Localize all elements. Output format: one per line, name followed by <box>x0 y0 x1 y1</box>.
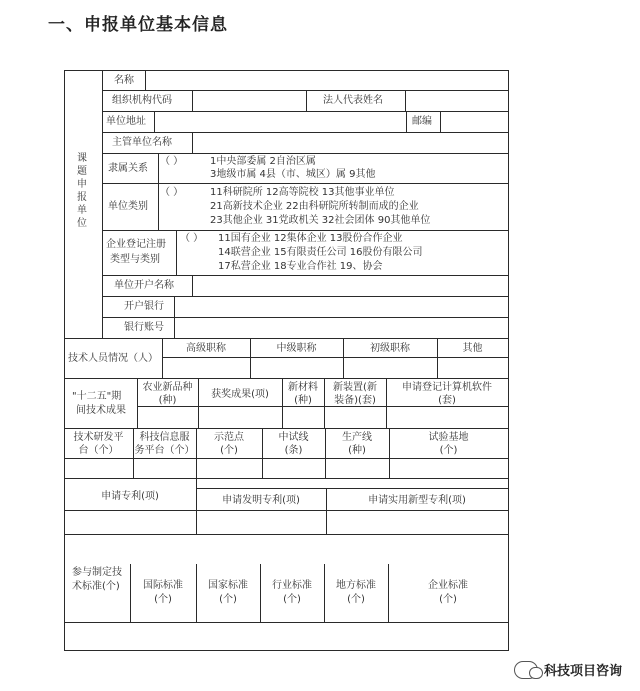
col-info-platform-unit: 务平台（个） <box>134 445 195 456</box>
col-rd-platform: 技术研发平 <box>73 432 124 443</box>
row-line <box>64 338 509 339</box>
col-senior: 高级职称 <box>186 343 226 354</box>
col-international-std-unit: (个) <box>154 594 172 605</box>
col-national-std-unit: (个) <box>219 594 237 605</box>
table-border-left <box>64 70 65 650</box>
cell-divider <box>176 230 177 275</box>
row-line <box>102 275 508 276</box>
col-local-std: 地方标准 <box>336 580 376 591</box>
label-achievements-2: 间技术成果 <box>76 405 126 416</box>
section-title: 一、申报单位基本信息 <box>48 15 228 35</box>
col-national-std: 国家标准 <box>208 580 248 591</box>
cell-divider <box>440 111 441 132</box>
row-line <box>64 534 509 535</box>
label-reg-type-2: 类型与类别 <box>110 254 160 265</box>
reg-type-options-3: 17私营企业 18专业合作社 19、协会 <box>218 261 383 272</box>
col-other: 其他 <box>462 343 483 354</box>
cell-divider <box>174 317 175 338</box>
col-new-variety-unit: (种) <box>158 395 177 406</box>
cell-divider <box>406 111 407 132</box>
row-line <box>102 296 508 297</box>
cell-divider <box>405 90 406 111</box>
row-line <box>64 458 509 459</box>
col-new-variety: 农业新品种 <box>142 382 193 393</box>
label-name: 名称 <box>114 75 134 86</box>
col-rd-platform-unit: 台（个） <box>78 445 119 456</box>
label-account-name: 单位开户名称 <box>114 280 174 291</box>
reg-type-options-2: 14联营企业 15有限责任公司 16股份有限公司 <box>218 247 423 258</box>
col-demo-site: 示范点 <box>214 432 244 443</box>
col-enterprise-std: 企业标准 <box>428 580 468 591</box>
reg-type-choice: （ ） <box>180 233 204 244</box>
unit-type-options-2: 21高新技术企业 22由科研院所转制而成的企业 <box>210 201 419 212</box>
row-line <box>162 357 508 358</box>
label-legal-rep: 法人代表姓名 <box>323 95 383 106</box>
col-invention-patent: 申请发明专利(项) <box>222 495 300 506</box>
col-software: 申请登记计算机软件 <box>402 382 492 393</box>
label-standards-2: 术标准(个) <box>72 581 120 592</box>
row-line <box>64 478 509 479</box>
label-affiliation: 隶属关系 <box>108 163 148 174</box>
cell-divider <box>174 296 175 317</box>
label-unit-type: 单位类别 <box>108 201 148 212</box>
col-test-base-unit: (个) <box>439 445 458 456</box>
col-junior: 初级职称 <box>370 343 410 354</box>
col-pilot-line-unit: (条) <box>284 445 303 456</box>
col-production-line: 生产线 <box>342 432 372 443</box>
row-line <box>102 317 508 318</box>
chat-bubble-icon <box>514 661 538 679</box>
watermark <box>514 660 622 679</box>
row-line <box>64 378 509 379</box>
col-new-device-unit: 装备)(套) <box>334 395 376 406</box>
cell-divider <box>198 378 199 428</box>
row-line <box>102 132 508 133</box>
unit-type-choice: （ ） <box>160 187 184 198</box>
row-line <box>196 488 508 489</box>
cell-divider <box>192 275 193 296</box>
col-international-std: 国际标准 <box>143 580 183 591</box>
label-patents: 申请专利(项) <box>101 491 159 502</box>
unit-type-options-1: 11科研院所 12高等院校 13其他事业单位 <box>210 187 395 198</box>
col-info-platform: 科技信息服 <box>139 432 190 443</box>
table-border-bottom <box>64 650 509 651</box>
col-new-material: 新材料 <box>288 382 318 393</box>
table-border-top <box>64 70 509 71</box>
cell-divider <box>145 70 146 90</box>
side-label: 课 题 申 报 单 位 <box>77 153 87 229</box>
cell-divider <box>306 90 307 111</box>
col-software-unit: (套) <box>438 395 456 406</box>
row-line <box>102 153 508 154</box>
row-line <box>102 183 508 184</box>
col-industry-std-unit: (个) <box>283 594 301 605</box>
label-bank: 开户银行 <box>124 301 164 312</box>
col-new-device: 新装置(新 <box>333 382 377 393</box>
row-line <box>64 510 509 511</box>
cell-divider <box>158 153 159 183</box>
affiliation-options-1: 1中央部委属 2自治区属 <box>210 156 316 167</box>
label-bank-account: 银行账号 <box>124 322 164 333</box>
affiliation-options-2: 3地级市属 4县（市、城区）属 9其他 <box>210 169 376 180</box>
label-reg-type-1: 企业登记注册 <box>106 239 166 250</box>
label-tech-staff: 技术人员情况（人） <box>68 353 158 364</box>
col-awards: 获奖成果(项) <box>211 389 269 400</box>
row-line <box>64 622 509 623</box>
unit-type-options-3: 23其他企业 31党政机关 32社会团体 90其他单位 <box>210 215 431 226</box>
col-intermediate: 中级职称 <box>276 343 317 354</box>
table-border-right <box>508 70 509 650</box>
col-pilot-line: 中试线 <box>278 432 309 443</box>
reg-type-options-1: 11国有企业 12集体企业 13股份合作企业 <box>218 233 403 244</box>
label-achievements-1: "十二五"期 <box>72 391 122 402</box>
col-industry-std: 行业标准 <box>272 580 312 591</box>
affiliation-choice: （ ） <box>160 156 184 167</box>
col-new-material-unit: (种) <box>294 395 312 406</box>
cell-divider <box>158 183 159 230</box>
label-postcode: 邮编 <box>412 116 432 127</box>
cell-divider <box>154 111 155 132</box>
label-supervisor: 主管单位名称 <box>112 137 172 148</box>
cell-divider <box>192 132 193 153</box>
col-test-base: 试验基地 <box>428 432 469 443</box>
label-address: 单位地址 <box>106 116 146 127</box>
col-demo-site-unit: (个) <box>220 445 238 456</box>
row-line <box>102 90 508 91</box>
cell-divider <box>192 90 193 111</box>
col-production-line-unit: (种) <box>348 445 366 456</box>
col-local-std-unit: (个) <box>347 594 365 605</box>
label-standards-1: 参与制定技 <box>72 567 122 578</box>
row-line <box>102 111 508 112</box>
col-utility-patent: 申请实用新型专利(项) <box>368 495 466 506</box>
watermark-text: 科技项目咨询 <box>543 664 622 679</box>
col-enterprise-std-unit: (个) <box>439 594 457 605</box>
row-line <box>102 230 508 231</box>
label-org-code: 组织机构代码 <box>112 95 172 106</box>
row-line <box>64 428 509 429</box>
